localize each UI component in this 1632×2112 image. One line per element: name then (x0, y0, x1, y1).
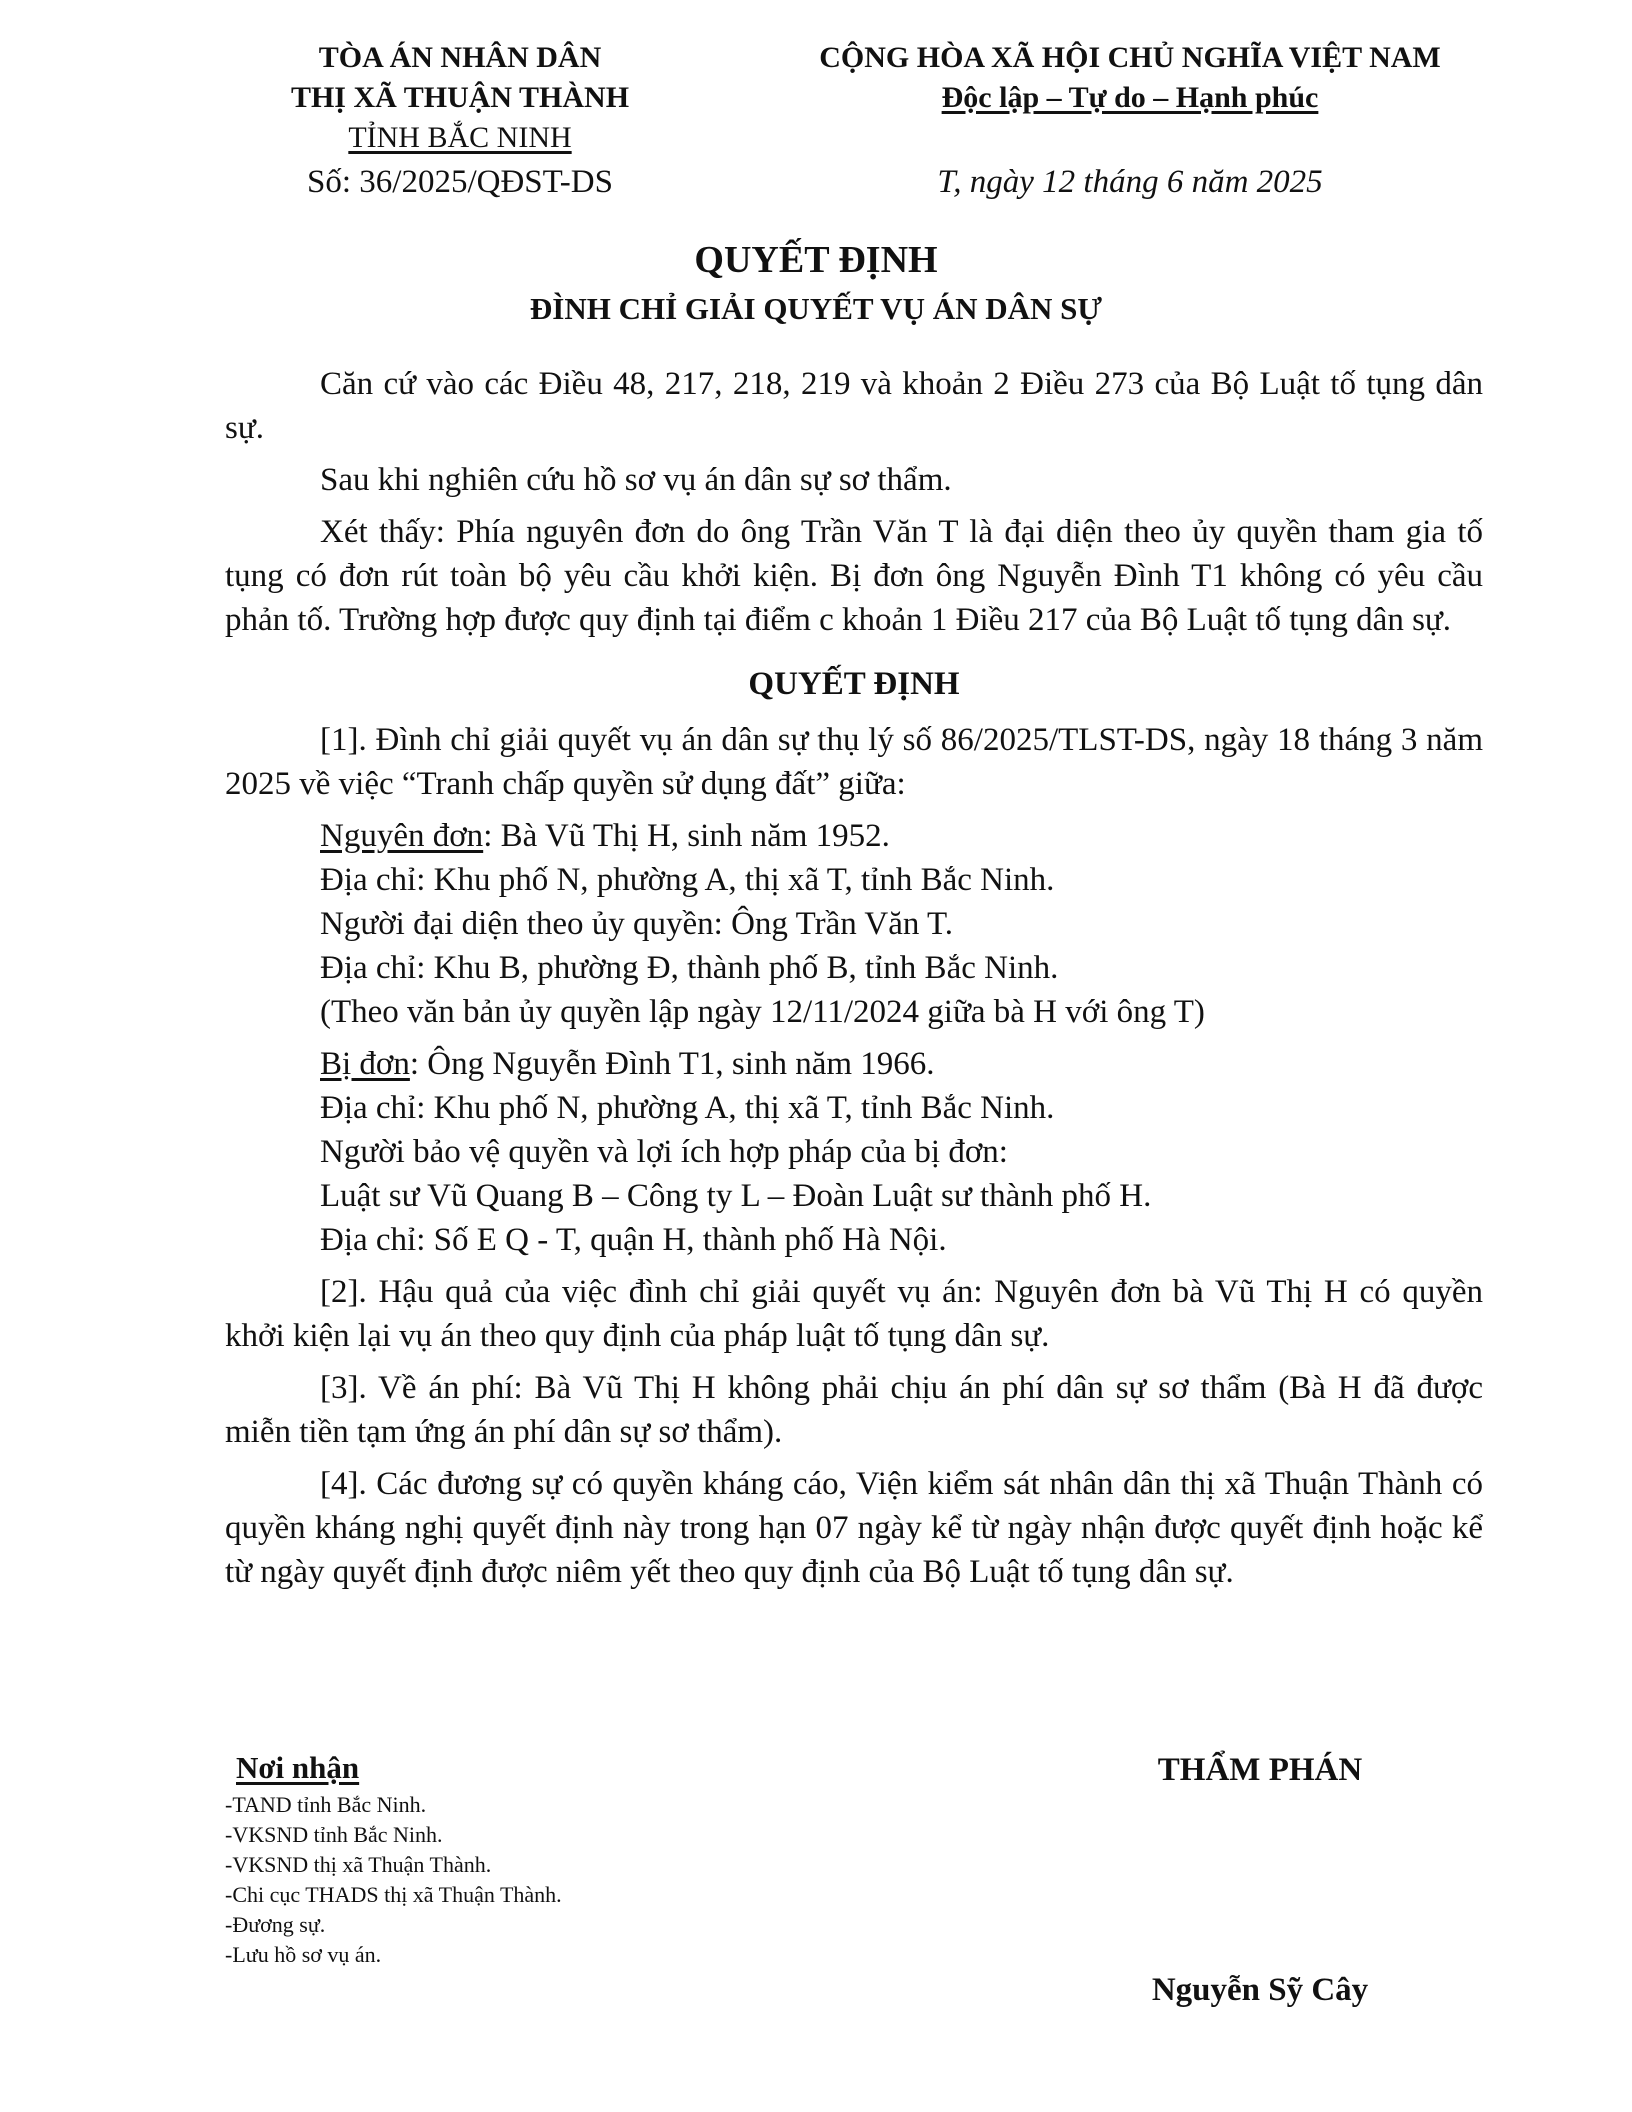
court-header (230, 38, 690, 158)
plaintiff-address: Địa chỉ: Khu phố N, phường A, thị xã T, tỉnh Bắc Ninh. (320, 862, 1055, 898)
national-header (760, 38, 1500, 118)
national-title: CỘNG HÒA XÃ HỘI CHỦ NGHĨA VIỆT NAM (819, 41, 1441, 74)
decision-item-1: [1]. Đình chỉ giải quyết vụ án dân sự thụ lý số 86/2025/TLST-DS, ngày 18 tháng 3 năm 2025 về việc “Tranh chấp quyền sử dụng đất” giữa: (225, 722, 1483, 802)
representative: Người đại diện theo ủy quyền: Ông Trần Văn T. (320, 906, 953, 942)
preamble-legal-basis: Căn cứ vào các Điều 48, 217, 218, 219 và khoản 2 Điều 273 của Bộ Luật tố tụng dân sự. (225, 366, 1483, 446)
decision-item-2: [2]. Hậu quả của việc đình chỉ giải quyết vụ án: Nguyên đơn bà Vũ Thị H có quyền khởi kiện lại vụ án theo quy định của pháp luật tố tụng dân sự. (225, 1274, 1483, 1354)
national-motto: Độc lập – Tự do – Hạnh phúc (941, 81, 1319, 114)
preamble-review: Sau khi nghiên cứu hồ sơ vụ án dân sự sơ thẩm. (320, 462, 952, 498)
authorization-note: (Theo văn bản ủy quyền lập ngày 12/11/2024 giữa bà H với ông T) (320, 994, 1205, 1030)
representative-address: Địa chỉ: Khu B, phường Đ, thành phố B, tỉnh Bắc Ninh. (320, 950, 1059, 986)
plaintiff-value: : Bà Vũ Thị H, sinh năm 1952. (483, 818, 890, 854)
judge-title: THẨM PHÁN (1157, 1752, 1363, 1788)
preamble-findings: Xét thấy: Phía nguyên đơn do ông Trần Văn T là đại diện theo ủy quyền tham gia tố tụng có đơn rút toàn bộ yêu cầu khởi kiện. Bị đơn ông Nguyễn Đình T1 không có yêu cầu phản tố. Trường hợp được quy định tại điểm c khoản 1 Điều 217 của Bộ Luật tố tụng dân sự. (225, 514, 1483, 638)
judge-name: Nguyễn Sỹ Cây (1151, 1972, 1369, 2008)
lawyer: Luật sư Vũ Quang B – Công ty L – Đoàn Luật sư thành phố H. (320, 1178, 1152, 1214)
court-district: THỊ XÃ THUẬN THÀNH (290, 81, 630, 114)
decision-item-3: [3]. Về án phí: Bà Vũ Thị H không phải chịu án phí dân sự sơ thẩm (Bà H đã được miễn tiền tạm ứng án phí dân sự sơ thẩm). (225, 1370, 1483, 1450)
defendant-value: : Ông Nguyễn Đình T1, sinh năm 1966. (409, 1046, 935, 1082)
recipient-item: -VKSND tỉnh Bắc Ninh. (225, 1822, 443, 1847)
recipients-title: Nơi nhận (236, 1750, 360, 1785)
document-subtitle: ĐÌNH CHỈ GIẢI QUYẾT VỤ ÁN DÂN SỰ (529, 291, 1103, 326)
document-body (225, 362, 1483, 1602)
recipient-item: -TAND tỉnh Bắc Ninh. (225, 1792, 427, 1817)
defendant-label: Bị đơn (320, 1046, 410, 1082)
document-number: Số: 36/2025/QĐST-DS (307, 164, 613, 200)
defendant-address: Địa chỉ: Khu phố N, phường A, thị xã T, tỉnh Bắc Ninh. (320, 1090, 1055, 1126)
plaintiff-line (225, 814, 1483, 858)
court-name: TÒA ÁN NHÂN DÂN (318, 41, 602, 74)
document-title: QUYẾT ĐỊNH (694, 239, 938, 281)
defendant-line (225, 1042, 1483, 1086)
recipient-item: -Chi cục THADS thị xã Thuận Thành. (225, 1882, 562, 1907)
recipient-item: -VKSND thị xã Thuận Thành. (225, 1852, 492, 1877)
plaintiff-label: Nguyên đơn (320, 818, 484, 854)
protector-heading: Người bảo vệ quyền và lợi ích hợp pháp của bị đơn: (320, 1134, 1008, 1170)
decision-heading: QUYẾT ĐỊNH (748, 666, 960, 702)
recipient-item: -Lưu hồ sơ vụ án. (225, 1942, 382, 1967)
court-province: TỈNH BẮC NINH (348, 121, 572, 154)
recipients-list (225, 1790, 562, 1970)
recipient-item: -Đương sự. (225, 1912, 326, 1937)
document-date: T, ngày 12 tháng 6 năm 2025 (937, 164, 1323, 200)
decision-item-4: [4]. Các đương sự có quyền kháng cáo, Viện kiểm sát nhân dân thị xã Thuận Thành có quyền kháng nghị quyết định này trong hạn 07 ngày kể từ ngày nhận được quyết định hoặc kể từ ngày quyết định được niêm yết theo quy định của Bộ Luật tố tụng dân sự. (225, 1466, 1483, 1590)
lawyer-address: Địa chỉ: Số E Q - T, quận H, thành phố Hà Nội. (320, 1222, 947, 1258)
